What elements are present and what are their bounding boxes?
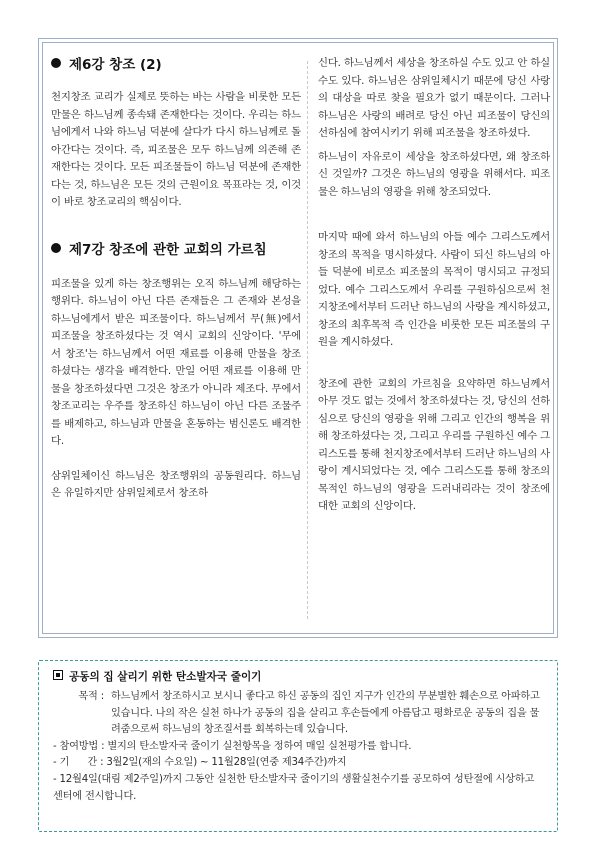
heading-lecture-7 <box>51 240 301 260</box>
heading-lecture-6-text: 제6강 창조 (2) <box>69 57 162 73</box>
notice-title <box>53 669 261 684</box>
left-column <box>51 55 301 625</box>
notice-purpose <box>53 689 545 739</box>
lecture-frame-inner <box>42 42 554 634</box>
purpose-text: 하느님께서 창조하시고 보시니 좋다고 하신 공동의 집인 지구가 인간의 무분별한 훼손으로 아파하고 있습니다. 나의 작은 실천 하나가 공동의 집을 살리고 후손들에게 아름답고 평화로운 공동의 집을 물려줌으로써 하느님의 창조질서를 회복하는데 있습니다. <box>111 691 540 736</box>
column-divider <box>307 61 308 619</box>
square-bullet-icon <box>53 670 63 680</box>
purpose-label: 목적 : <box>78 691 107 702</box>
heading-lecture-6 <box>51 55 301 75</box>
right-paragraph-2: 하느님이 자유로이 세상을 창조하셨다면, 왜 창조하신 것일까? 그것은 하느님의 영광을 위해서다. 피조물은 하느님의 영광을 위해 창조되었다. <box>318 150 550 198</box>
notice-body <box>53 689 545 805</box>
bullet-icon <box>51 243 61 253</box>
lecture-7-paragraph-1: 피조물을 있게 하는 창조행위는 오직 하느님께 해당하는 행위다. 하느님이 아닌 다른 존재들은 그 존재와 본성을 하느님에게서 받은 피조물이다. 하느님께서 무(無)에서 피조물을 창조하셨다는 것 역시 교회의 신앙이다. '무에서 창조'는 하느님께서 어떤 재료를 이용해 만물을 창조하셨다는 생각을 배격한다. 만일 어떤 재료를 이용해 만물을 창조하셨다면 그것은 창조가 아니라 제조다. 무에서 창조교리는 우주를 창조하신 하느님이 아닌 다른 조물주를 배제하고, 하느님과 만물을 혼동하는 범신론도 배격한다. <box>51 277 301 447</box>
right-column <box>318 55 550 625</box>
notice-title-text: 공동의 집 살리기 위한 탄소발자국 줄이기 <box>69 671 262 683</box>
bullet-icon <box>51 58 61 68</box>
lecture-6-paragraph: 천지창조 교리가 실제로 뜻하는 바는 사람을 비롯한 모든 만물은 하느님께 종속돼 존재한다는 것이다. 우리는 하느님에게서 나와 하느님 덕분에 살다가 다시 하느님께로 돌아간다는 것이다. 즉, 피조물은 모두 하느님께 의존해 존재한다는 것이다. 모든 피조물들이 하느님 덕분에 존재한다는 것, 하느님은 모든 것의 근원이요 목표라는 것, 이것이 바로 창조교리의 핵심이다. <box>51 91 301 208</box>
notice-method: - 참여방법 : 별지의 탄소발자국 줄이기 실천항목을 정하여 매일 실천평가를 합니다. <box>53 740 412 752</box>
lecture-frame <box>38 38 558 638</box>
heading-lecture-7-text: 제7강 창조에 관한 교회의 가르침 <box>69 241 267 258</box>
notice-submission: - 12월4일(대림 제2주일)까지 그동안 실천한 탄소발자국 줄이기의 생활실천수기를 공모하여 성탄절에 시상하고 센터에 전시합니다. <box>53 773 535 802</box>
right-paragraph-3: 마지막 때에 와서 하느님의 아들 예수 그리스도께서 창조의 목적을 명시하셨다. 사람이 되신 하느님의 아들 덕분에 비로소 피조물의 목적이 명시되고 규정되었다. 예수 그리스도께서 우리를 구원하심으로써 천지창조에서부터 드러난 하느님의 사랑을 계시하셨고, 창조의 최후목적 즉 인간을 비롯한 모든 피조물의 구원을 계시하셨다. <box>318 231 550 348</box>
right-paragraph-4: 창조에 관한 교회의 가르침을 요약하면 하느님께서 아무 것도 없는 것에서 창조하셨다는 것, 당신의 선하심으로 당신의 영광을 위해 그리고 인간의 행복을 위해 창조하셨다는 것, 그리고 우리를 구원하신 예수 그리스도를 통해 천지창조에서부터 드러난 하느님의 사랑이 계시되었다는 것, 예수 그리스도를 통해 창조의 목적인 하느님의 영광을 드러내리라는 것이 창조에 대한 교회의 신앙이다. <box>318 377 550 512</box>
right-paragraph-1: 신다. 하느님께서 세상을 창조하실 수도 있고 안 하실 수도 있다. 하느님은 삼위일체시기 때문에 당신 사랑의 대상을 따로 찾을 필요가 없기 때문이다. 그러나 하느님은 사랑의 배려로 당신 아닌 피조물이 당신의 선하심에 참여시키기 위해 피조물을 창조하셨다. <box>318 57 550 139</box>
carbon-footprint-notice <box>38 660 558 832</box>
lecture-7-paragraph-2: 삼위일체이신 하느님은 창조행위의 공동원리다. 하느님은 유일하지만 삼위일체로서 창조하 <box>51 469 301 499</box>
notice-period: - 기 간 : 3월2일(재의 수요일) ~ 11월28일(연중 제34주간)까지 <box>53 757 347 769</box>
